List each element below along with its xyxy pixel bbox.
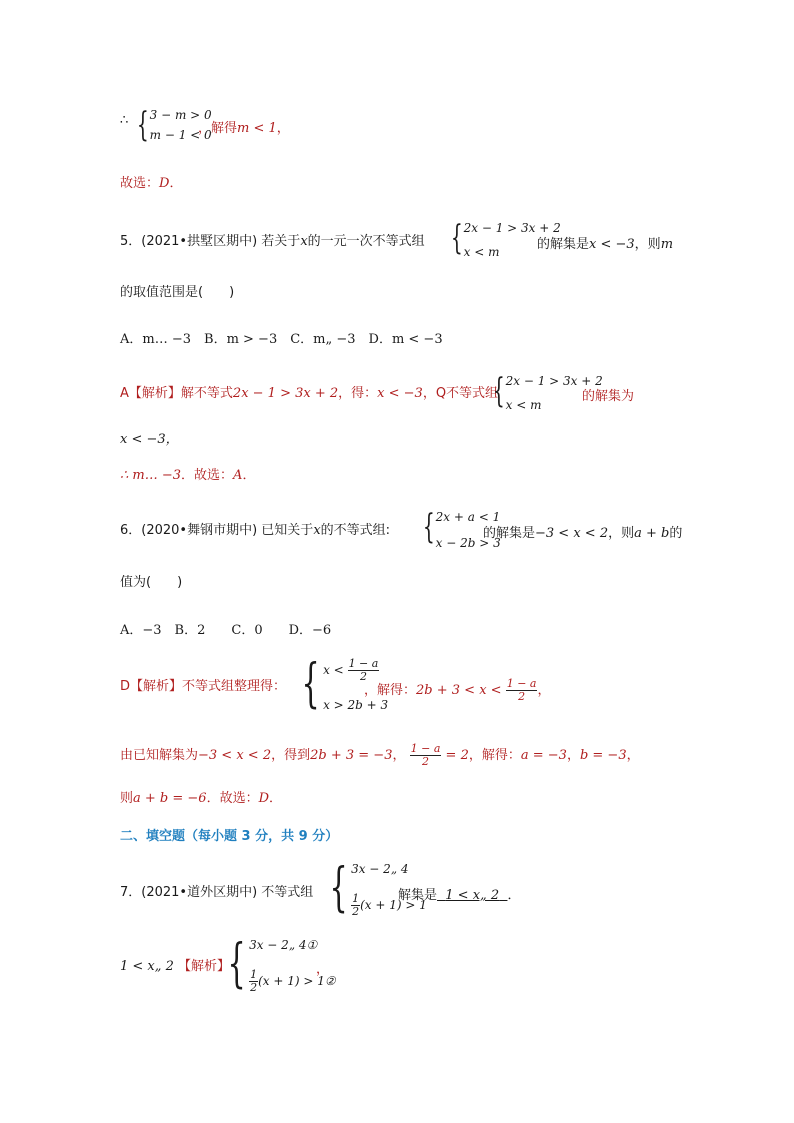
section-heading: 二、填空题（每小题 3 分，共 9 分）: [120, 829, 339, 844]
solution-line-1: [120, 112, 128, 130]
inequality-system: { 2x − 1 > 3x + 2 x < m: [492, 371, 603, 412]
analysis-6-line-2: 由已知解集为−3 < x < 2，得到2b + 3 = −3， $\frac{1 - a}{2}$ = 2，解得：a = −3，b = −3，: [120, 742, 640, 768]
analysis-5-tail: 的解集为: [582, 389, 635, 404]
inequality-system: { x < $\frac{1 - a}{2}$ x > 2b + 3: [301, 654, 389, 714]
question-6-line-2: 值为( ): [120, 575, 183, 590]
system-row: m − 1 < 0: [149, 128, 212, 142]
question-5: 5．(2021•拱墅区期中) 若关于x的一元一次不等式组: [120, 234, 425, 249]
fraction: $\frac{1 - a}{2}$: [506, 677, 537, 703]
question-7: 7．(2021•道外区期中) 不等式组: [120, 885, 314, 900]
fraction: $\frac{1}{2}$: [250, 968, 258, 994]
question-5-tail: 的解集是x < −3，则m: [537, 237, 674, 252]
answer-line: 故选：D．: [120, 176, 183, 191]
inequality-system: { 2x + a < 1 x − 2b > 3: [422, 507, 501, 550]
fraction: $\frac{1 - a}{2}$: [410, 742, 441, 768]
analysis-tag: 【解析】: [178, 959, 231, 974]
analysis-5-line-2: x < −3，: [120, 432, 179, 447]
question-5-options: A．m… −3 B．m > −3 C．m„ −3 D．m < −3: [120, 332, 443, 347]
analysis-tag: D【解析】: [120, 679, 183, 694]
question-6-options: A．−3 B．2 C．0 D．−6: [120, 623, 332, 638]
answer-blank: 1 < x„ 2: [445, 888, 500, 903]
inequality-system: { 3x − 2„ 4① $\frac{1}{2}$ (x + 1) > 1②: [227, 934, 336, 994]
analysis-5-line-3: ∴ m… −3．故选：A．: [120, 468, 256, 483]
therefore-symbol: ∴: [120, 113, 129, 128]
analysis-6: D【解析】不等式组整理得：: [120, 679, 287, 694]
system-row: 3 − m > 0: [149, 108, 212, 122]
fraction: $\frac{1 - a}{2}$: [348, 657, 379, 683]
question-7-tail: 解集是 1 < x„ 2 ．: [398, 888, 521, 903]
inequality-system: { 3 − m > 0 m − 1 < 0: [136, 105, 212, 145]
analysis-tag: A【解析】: [120, 386, 181, 401]
analysis-7: 1 < x„ 2 【解析】: [120, 959, 231, 974]
fraction: $\frac{1}{2}$: [352, 892, 360, 918]
inequality-system: { 3x − 2„ 4 $\frac{1}{2}$ (x + 1) > 1: [329, 858, 427, 918]
analysis-5: A【解析】解不等式2x − 1 > 3x + 2，得：x < −3，Q不等式组: [120, 386, 499, 401]
solution-text: ，解得m < 1，: [198, 121, 290, 136]
analysis-6-tail: ，解得：2b + 3 < x < $\frac{1 - a}{2}$ ，: [364, 677, 551, 703]
question-5-line-2: 的取值范围是( ): [120, 285, 235, 300]
analysis-6-line-3: 则a + b = −6．故选：D．: [120, 791, 283, 806]
inequality-system: { 2x − 1 > 3x + 2 x < m: [450, 218, 561, 259]
analysis-7-tail: ，: [316, 962, 330, 977]
question-6: 6．(2020•舞钢市期中) 已知关于x的不等式组:: [120, 523, 391, 538]
question-6-tail: 的解集是−3 < x < 2，则a + b的: [483, 526, 683, 541]
